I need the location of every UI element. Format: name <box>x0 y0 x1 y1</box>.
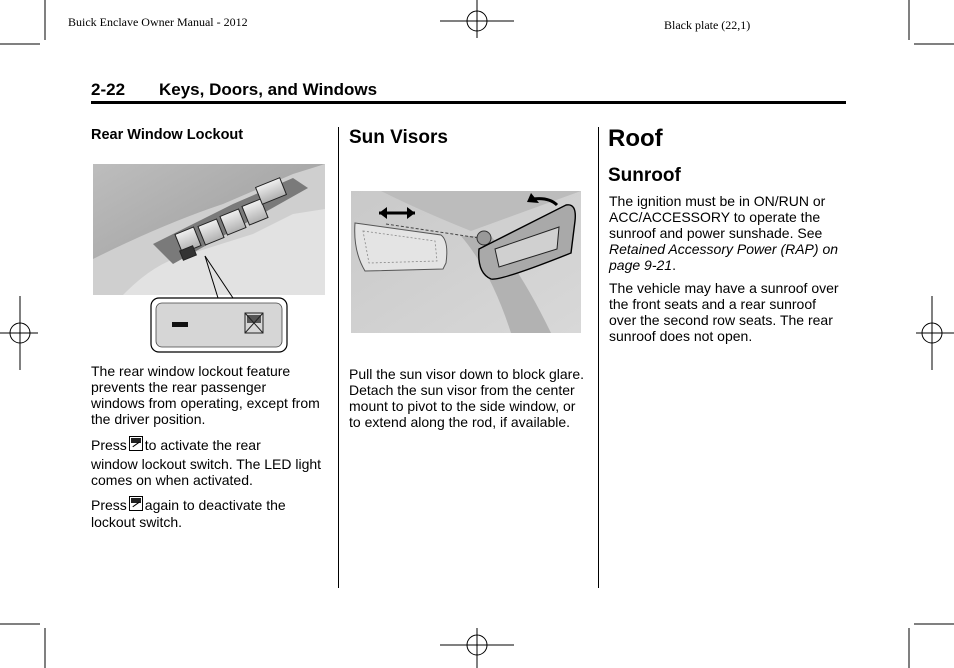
door-switch-illustration <box>93 164 325 354</box>
section-title: Keys, Doors, and Windows <box>159 80 378 99</box>
roof-heading: Roof <box>608 125 663 152</box>
column-divider <box>338 127 339 588</box>
registration-crosshair-icon <box>440 0 514 38</box>
sun-visors-heading: Sun Visors <box>349 127 448 148</box>
column-divider <box>598 127 599 588</box>
registration-crosshair-icon <box>440 628 514 668</box>
rap-cross-reference: Retained Accessory Power (RAP) on page 9-21 <box>609 241 839 273</box>
lockout-paragraph-1: The rear window lockout feature prevents the rear passenger windows from operating, except from the driver position. <box>91 363 320 427</box>
section-rule <box>91 101 846 104</box>
rear-window-lockout-heading: Rear Window Lockout <box>91 127 244 143</box>
lockout-paragraph-3: Press again to deactivate the lockout switch. <box>91 497 286 530</box>
section-heading <box>91 80 377 100</box>
manual-title: Buick Enclave Owner Manual - 2012 <box>68 15 248 29</box>
page-number: 2-22 <box>91 80 126 99</box>
sunroof-heading: Sunroof <box>608 165 681 186</box>
sunroof-paragraph-1: The ignition must be in ON/RUN or ACC/ACCESSORY to operate the sunroof and power sunshade. See Retained Accessory Power (RAP) on page 9-21. <box>609 193 839 273</box>
registration-crosshair-icon <box>916 296 954 370</box>
window-lockout-switch-icon <box>129 436 143 451</box>
sunroof-paragraph-2: The vehicle may have a sunroof over the front seats and a rear sunroof over the second row seats. The rear sunroof does not open. <box>609 280 839 344</box>
lockout-paragraph-2: Press to activate the rear window lockout switch. The LED light comes on when activated. <box>91 437 322 488</box>
plate-label: Black plate (22,1) <box>664 18 751 32</box>
sun-visor-illustration <box>351 191 581 333</box>
sun-visor-paragraph: Pull the sun visor down to block glare. Detach the sun visor from the center mount to pivot to the side window, or to extend along the rod, if available. <box>349 366 585 430</box>
window-lockout-switch-icon <box>129 496 143 511</box>
registration-crosshair-icon <box>0 296 38 370</box>
